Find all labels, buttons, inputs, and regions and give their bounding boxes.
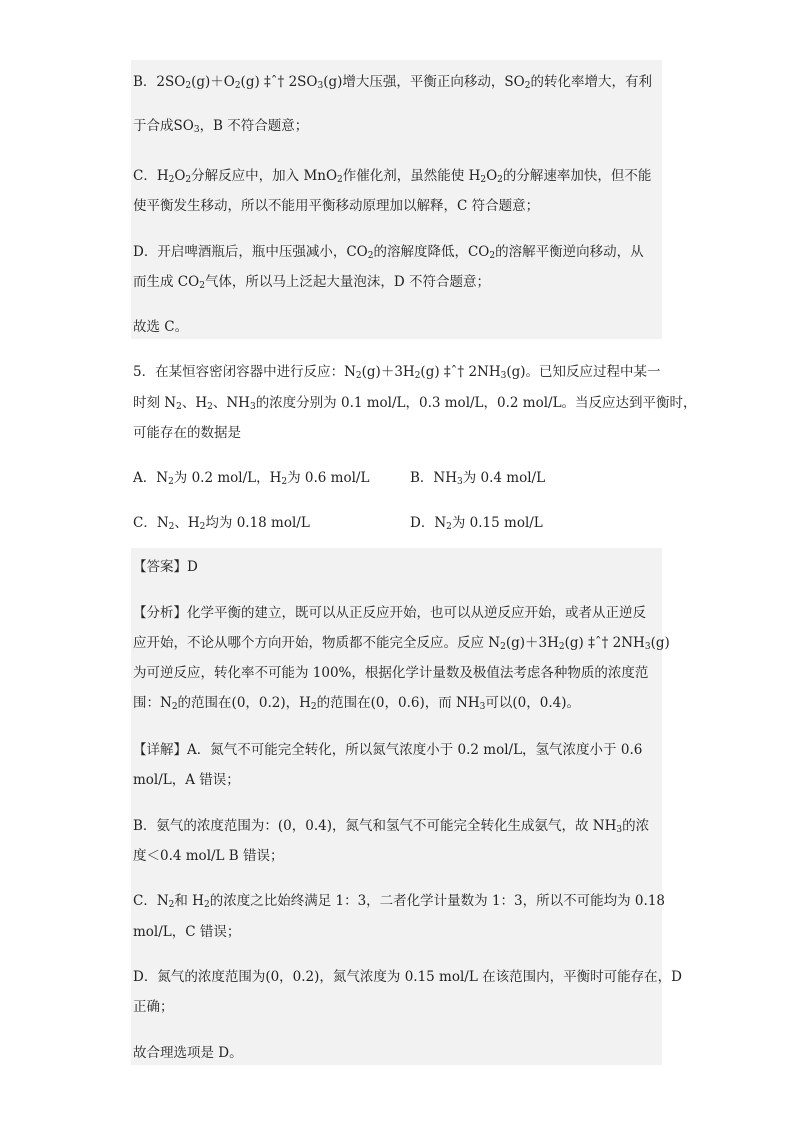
- q5-option-b: B．$NH_3$为 0.4 mol/L: [410, 470, 546, 487]
- q5-option-a: A．$N_2$为 0.2 mol/L，$H_2$为 0.6 mol/L: [133, 470, 370, 487]
- q5-option-c: C．$N_2$、$H_2$均为 0.18 mol/L: [133, 515, 310, 532]
- detail-line5: C．$N_2$和 $H_2$的浓度之比始终满足 1：3，二者化学计量数为 1：3，所以不可能均为 0.18: [133, 893, 665, 910]
- analysis-line3: 为可逆反应，转化率不可能为 100%，根据化学计量数及极值法考虑各种物质的浓度范: [133, 665, 649, 681]
- prev-option-d-line2: 而生成 $CO_2$气体，所以马上泛起大量泡沫，D 不符合题意；: [133, 274, 491, 291]
- analysis-line4: 围：$N_2$的范围在(0，0.2)，$H_2$的范围在(0，0.6)，而 $NH_3$可以(0，0.4)。: [133, 695, 580, 712]
- prev-option-b-line2: 于合成$SO_3$，B 不符合题意；: [133, 118, 309, 135]
- prev-option-b-line1: B．$2SO_2(g)+O_2(g)$ ‡ˆ† $2SO_3(g)$增大压强，平衡正向移动，$SO_2$的转化率增大，有利: [133, 74, 652, 91]
- answer-shade: [131, 548, 662, 1065]
- prev-option-c-line2: 使平衡发生移动，所以不能用平衡移动原理加以解释，C 符合题意；: [133, 198, 540, 214]
- q5-stem-line3: 可能存在的数据是: [133, 425, 241, 441]
- detail-line3: B．氨气的浓度范围为：(0，0.4)，氮气和氢气不可能完全转化生成氨气，故 $NH_3$的浓: [133, 818, 650, 835]
- detail-line7: D．氮气的浓度范围为(0，0.2)，氮气浓度为 0.15 mol/L 在该范围内，平衡时可能存在，D: [133, 969, 682, 985]
- prev-option-d-line1: D．开启啤酒瓶后，瓶中压强减小，$CO_2$的溶解度降低，$CO_2$的溶解平衡逆向移动，从: [133, 244, 644, 261]
- q5-stem-line2: 时刻 $N_2$、$H_2$、$NH_3$的浓度分别为 0.1 mol/L，0.3 mol/L，0.2 mol/L。当反应达到平衡时，: [133, 395, 697, 412]
- detail-line4: 度＜0.4 mol/L B 错误；: [133, 848, 284, 864]
- final-conclusion: 故合理选项是 D。: [133, 1045, 243, 1061]
- detail-line6: mol/L，C 错误；: [133, 924, 241, 940]
- detail-line8: 正确；: [133, 999, 174, 1015]
- detail-line2: mol/L，A 错误；: [133, 772, 240, 788]
- answer-label: 【答案】D: [133, 559, 198, 575]
- analysis-line2: 应开始，不论从哪个方向开始，物质都不能完全反应。反应 $N_2(g)+3H_2(g)$ ‡ˆ† $2NH_3(g)$: [133, 635, 670, 652]
- detail-line1: 【详解】A．氮气不可能完全转化，所以氮气浓度小于 0.2 mol/L，氢气浓度小于 0.6: [133, 742, 643, 758]
- analysis-line1: 【分析】化学平衡的建立，既可以从正反应开始，也可以从逆反应开始，或者从正逆反: [133, 605, 646, 621]
- prev-option-c-line1: C．$H_2O_2$分解反应中，加入 MnO$_2$作催化剂，虽然能使 $H_2O_2$的分解速率加快，但不能: [133, 168, 652, 185]
- q5-stem-line1: 5．在某恒容密闭容器中进行反应：$N_2(g)+3H_2(g)$ ‡ˆ† $2NH_3(g)$。已知反应过程中某一: [133, 364, 661, 381]
- q5-option-d: D．$N_2$为 0.15 mol/L: [410, 515, 543, 532]
- prev-conclusion: 故选 C。: [133, 319, 189, 335]
